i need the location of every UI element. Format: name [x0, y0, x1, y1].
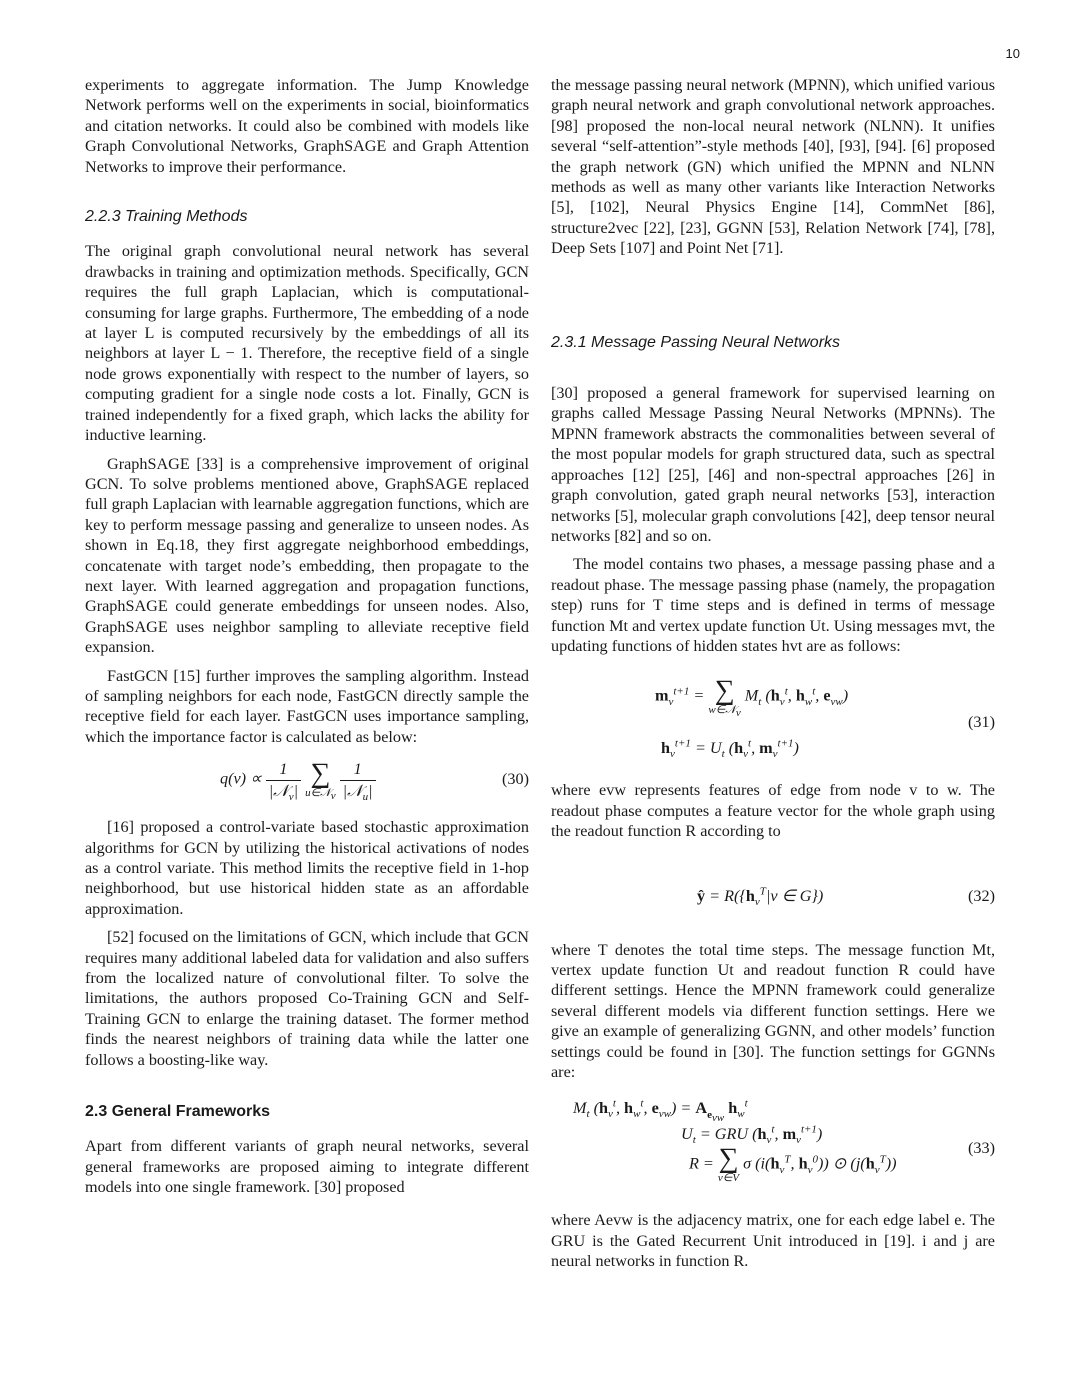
equation-30: q(v) ∝ $\frac{1}{|𝒩_v|}$ ∑ u∈𝒩$_v$ $\frac{1}{|𝒩_u|}$ (30): [220, 758, 529, 803]
paragraph: experiments to aggregate information. The Jump Knowledge Network performs well on the experiments in social, bioinformatics and citation networks. It could also be combined with models like Graph Convolutional Networks, GraphSAGE and Graph Attention Networks to improve their performance.: [85, 76, 529, 176]
subsection-heading-mpnn: 2.3.1 Message Passing Neural Networks: [551, 333, 841, 351]
paragraph: The model contains two phases, a message passing phase and a readout phase. The message passing phase (namely, the propagation step) runs for T time steps and is defined in terms of message function Mt and vertex update function Ut. Using messages mvt, the updating functions of hidden states hvt are as follows:: [551, 555, 995, 655]
subsection-heading-training-methods: 2.2.3 Training Methods: [85, 208, 248, 226]
equation-number: (31): [968, 713, 995, 732]
paragraph: [30] proposed a general framework for supervised learning on graphs called Message Passing Neural Networks (MPNNs). The MPNN framework abstracts the commonalities between several of the most popular models for graph structured data, such as spectral approaches [12] [25], [46] and non-spectral approaches [26] in graph convolution, gated graph neural networks [53], interaction networks [5], molecular graph convolutions [42], deep tensor neural networks [82] and so on.: [551, 384, 995, 545]
equation-number: (33): [968, 1139, 995, 1158]
equation-31: $m_v^{t+1}$ = ∑ w∈𝒩$_v$ $M_t$ ($h_v^t$, $h_w^t$, $e_{vw}$) $h_v^{t+1} = U_t$ ($h_v^t$, $m_v^{t+1}$) (31): [655, 675, 995, 761]
section-heading-general-frameworks: 2.3 General Frameworks: [85, 1103, 270, 1121]
paragraph: where T denotes the total time steps. The message function Mt, vertex update function Ut and readout function R could have different settings. Hence the MPNN framework could generalize several different models via different function settings. Here we give an example of generalizing GGNN, and other models’ function settings could be found in [30]. The function settings for GGNNs are:: [551, 940, 995, 1081]
paragraph: Apart from different variants of graph neural networks, several general frameworks are proposed aiming to integrate different models into one single framework. [30] proposed: [85, 1137, 529, 1197]
equation-32: ŷ = $R(\{h_v^T|v$ ∈ G}) (32): [697, 885, 995, 908]
equation-number: (32): [968, 886, 995, 905]
right-column: [551, 75, 995, 1272]
paragraph: [52] focused on the limitations of GCN, which include that GCN requires many additional labeled data for validation and also suffers from the localized nature of convolutional filter. To solve the limitations, the authors proposed Co-Training GCN and Self-Training GCN to enlarge the training dataset. The former method finds the nearest neighbors of training data while the latter one follows a boosting-like way.: [85, 928, 529, 1069]
paragraph: GraphSAGE [33] is a comprehensive improvement of original GCN. To solve problems mentioned above, GraphSAGE replaced full graph Laplacian with learnable aggregation functions, which are key to perform message passing and generalize to unseen nodes. As shown in Eq.18, they first aggregate neighborhood embeddings, concatenate with target node’s embedding, then propagate to the next layer. With learned aggregation and propagation functions, GraphSAGE could generate embeddings for unseen nodes. Also, GraphSAGE uses neighbor sampling to alleviate receptive field expansion.: [85, 454, 529, 657]
paragraph: The original graph convolutional neural network has several drawbacks in training and optimization methods. Specifically, GCN requires the full graph Laplacian, which is computational-consuming for large graphs. Furthermore, The embedding of a node at layer L is computed recursively by the embeddings of all its neighbors at layer L − 1. Therefore, the receptive field of a single node grows exponentially with respect to the number of layers, so computing gradient for a single node costs a lot. Finally, GCN is trained independently for a fixed graph, which lacks the ability for inductive learning.: [85, 242, 529, 445]
left-column: [85, 75, 529, 1198]
paragraph: FastGCN [15] further improves the sampling algorithm. Instead of sampling neighbors for each node, FastGCN directly sample the receptive field for each layer. FastGCN uses importance sampling, which the importance factor is calculated as below:: [85, 666, 529, 746]
paragraph: where evw represents features of edge from node v to w. The readout phase computes a feature vector for the whole graph using the readout function R according to: [551, 781, 995, 841]
paragraph: [16] proposed a control-variate based stochastic approximation algorithms for GCN by utilizing the historical activations of nodes as a control variate. This method limits the receptive field in 1-hop neighborhood, but use historical hidden state as an affordable approximation.: [85, 818, 529, 918]
equation-number: (30): [502, 770, 529, 789]
page-number: 10: [1005, 46, 1020, 61]
equation-33: $M_t$ ($h_v^t$, $h_w^t$, $e_{vw}) = A_{e_{vw}}$ $h_w^t$ $U_t$ = GRU ($h_v^t$, $m_v^{t+1}$) R = ∑ v∈V σ ($i(h_v^T$, $h_v^0$)) ⊙ $(j(h_v^T))$ (33): [573, 1098, 995, 1185]
paragraph: the message passing neural network (MPNN), which unified various graph neural network and graph convolutional network approaches. [98] proposed the non-local neural network (NLNN). It unifies several “self-attention”-style methods [40], [93], [94]. [6] proposed the graph network (GN) which unified the MPNN and NLNN methods as well as many other variants like Interaction Networks [5], [102], Neural Physics Engine [14], CommNet [86], structure2vec [22], [23], GGNN [53], Relation Network [74], [78], Deep Sets [107] and Point Net [71].: [551, 76, 995, 258]
paragraph: where Aevw is the adjacency matrix, one for each edge label e. The GRU is the Gated Recurrent Unit introduced in [19]. i and j are neural networks in function R.: [551, 1211, 995, 1271]
